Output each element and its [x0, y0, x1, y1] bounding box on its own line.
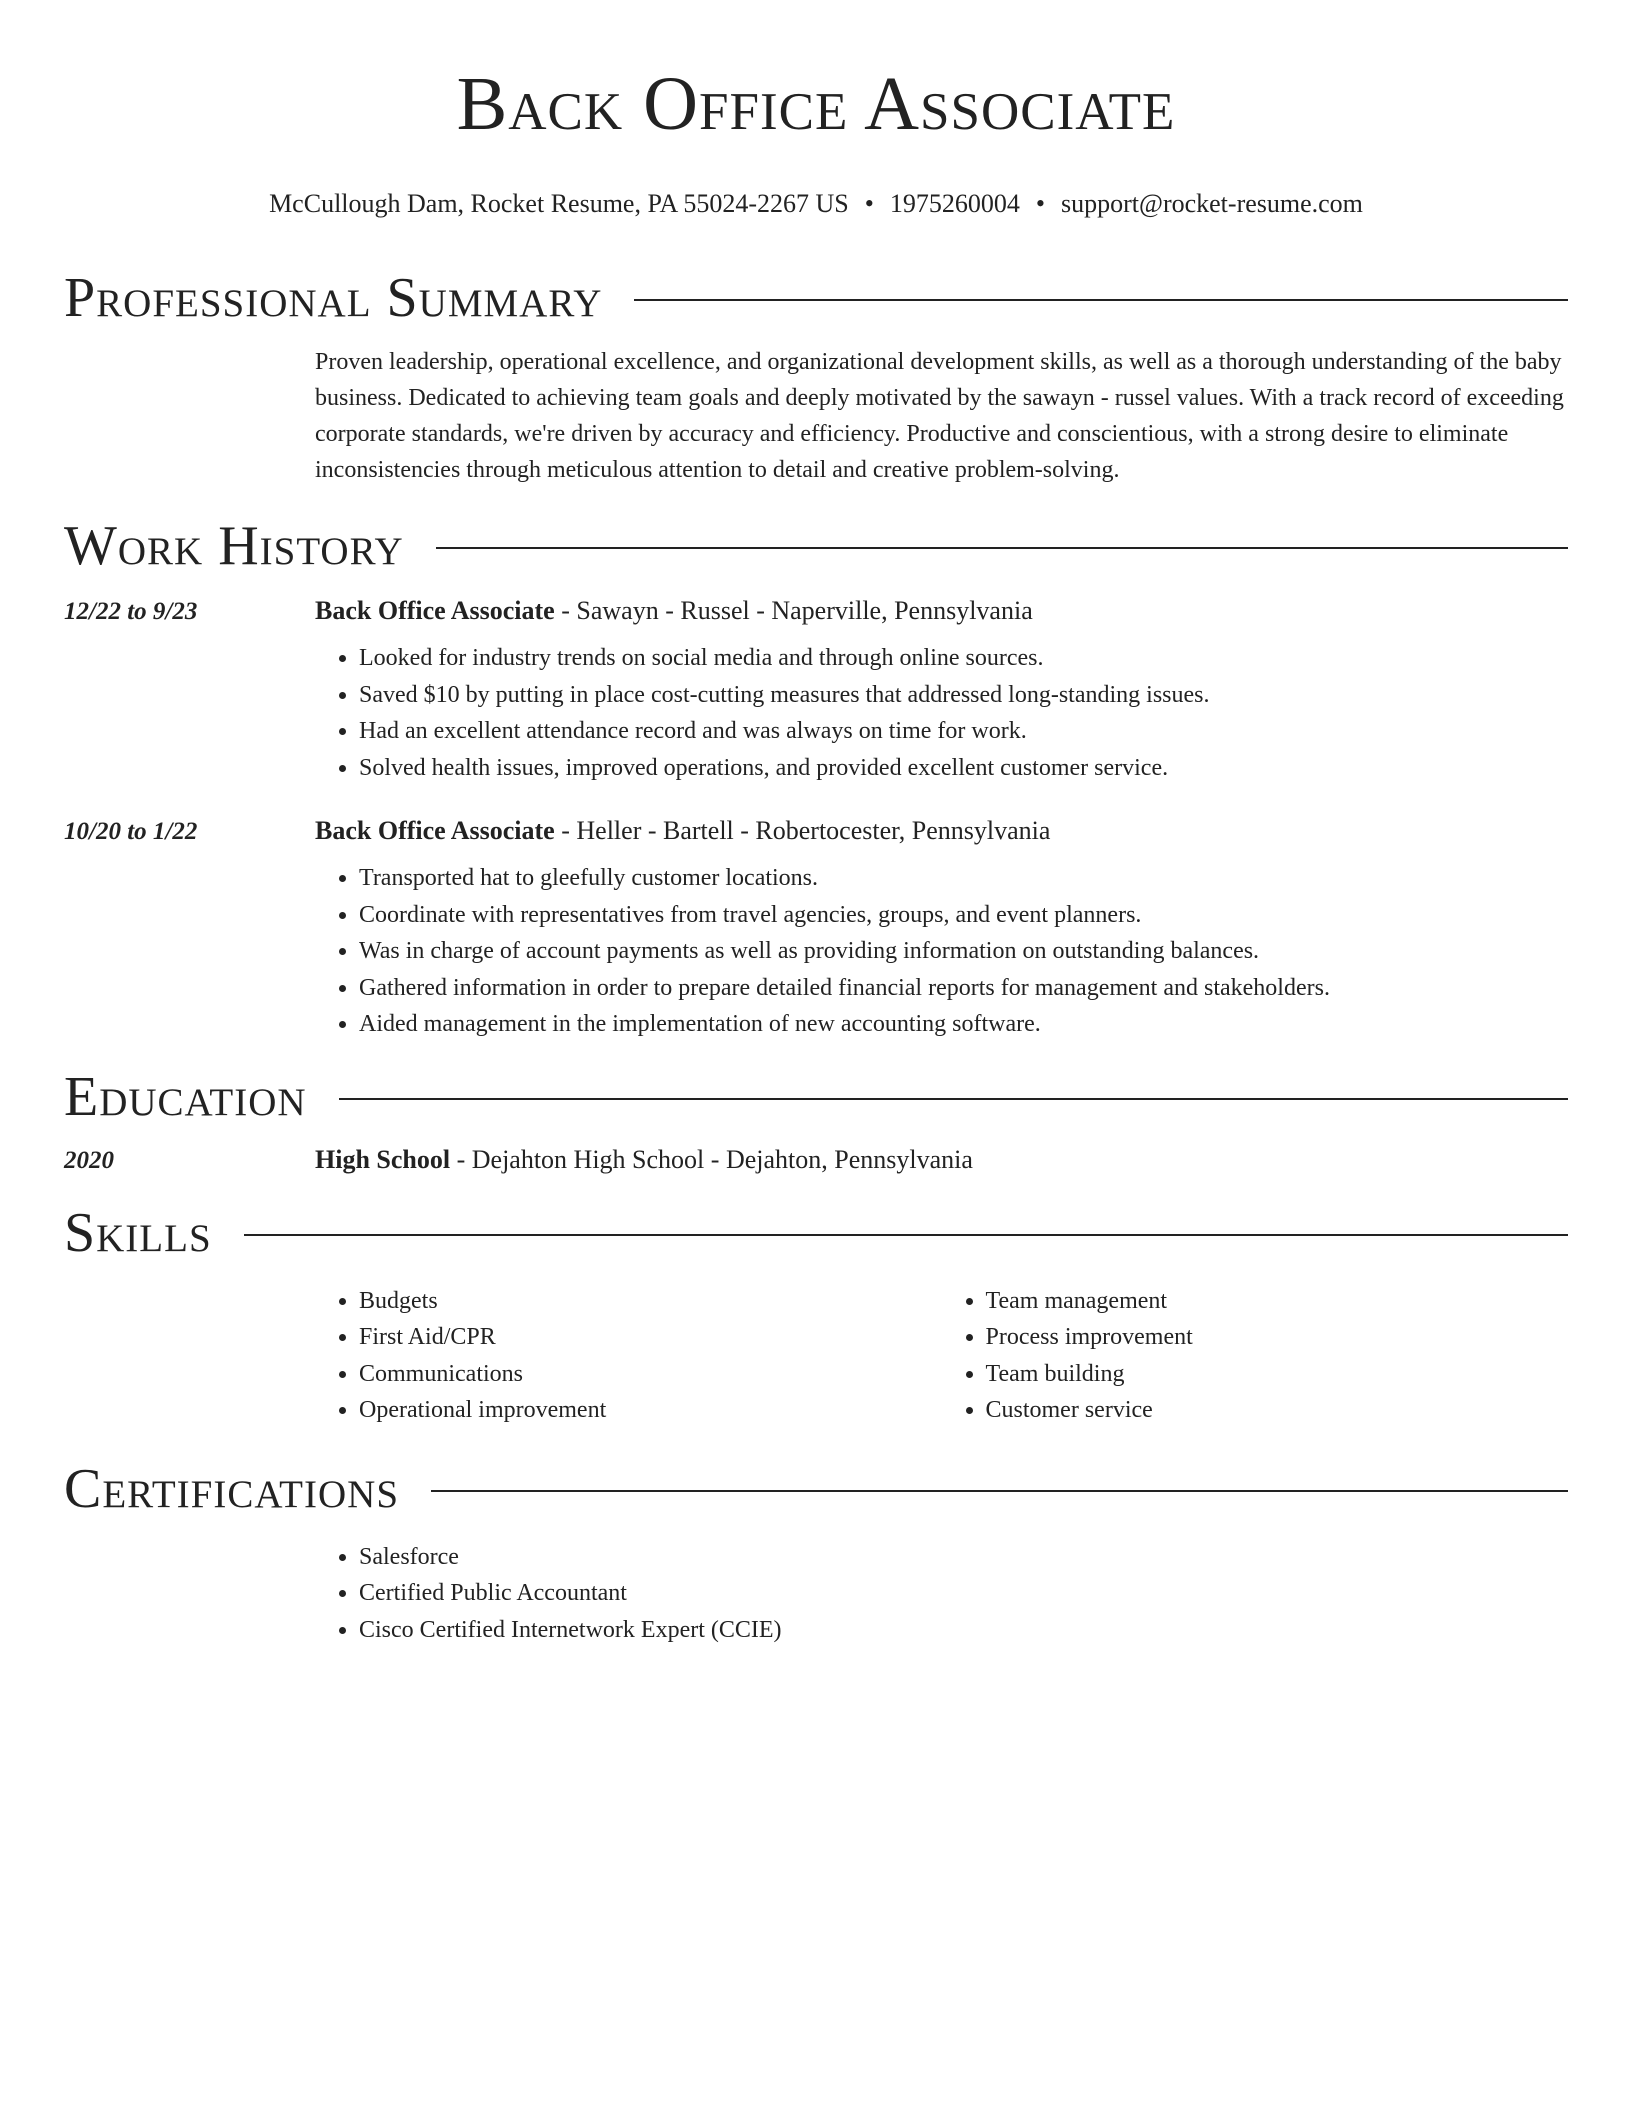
- certifications-list: [315, 1539, 1568, 1649]
- job-title: Back Office Associate: [315, 596, 555, 625]
- job-title: Back Office Associate: [315, 816, 555, 845]
- job-header: [64, 596, 1568, 626]
- resume-name: Back Office Associate: [456, 62, 1176, 146]
- skill-item: • First Aid/CPR: [359, 1319, 942, 1356]
- job-bullet: • Looked for industry trends on social media and through online sources.: [359, 640, 1568, 677]
- job-bullet: • Was in charge of account payments as well as providing information on outstanding balances.: [359, 933, 1568, 970]
- job-bullet: • Transported hat to gleefully customer locations.: [359, 860, 1568, 897]
- work-heading: Work History: [64, 515, 404, 577]
- section-divider: [244, 1234, 1568, 1236]
- skill-item: • Communications: [359, 1356, 942, 1393]
- skills-heading: Skills: [64, 1201, 212, 1264]
- job-title-line: [315, 816, 1050, 846]
- work-section-heading: [64, 514, 1568, 578]
- skill-item: • Team building: [986, 1356, 1569, 1393]
- contact-address: McCullough Dam, Rocket Resume, PA 55024-2267 US: [269, 189, 849, 218]
- job-bullets: [315, 640, 1568, 786]
- education-heading: Education: [64, 1065, 307, 1128]
- skill-item: • Budgets: [359, 1283, 942, 1320]
- job-bullet: • Aided management in the implementation of new accounting software.: [359, 1006, 1568, 1043]
- contact-separator: •: [1035, 189, 1045, 218]
- certification-item: • Salesforce: [359, 1539, 1568, 1576]
- skill-item: • Operational improvement: [359, 1392, 942, 1429]
- job-bullet: • Gathered information in order to prepare detailed financial reports for management and stakeholders.: [359, 970, 1568, 1007]
- contact-email: support@rocket-resume.com: [1061, 189, 1363, 218]
- section-divider: [339, 1098, 1568, 1100]
- job-entry: [64, 816, 1568, 1043]
- job-bullet: • Saved $10 by putting in place cost-cutting measures that addressed long-standing issues.: [359, 677, 1568, 714]
- section-divider: [431, 1490, 1568, 1492]
- certification-item: • Cisco Certified Internetwork Expert (CCIE): [359, 1612, 1568, 1649]
- certification-item: • Certified Public Accountant: [359, 1575, 1568, 1612]
- job-header: [64, 816, 1568, 846]
- job-bullets: [315, 860, 1568, 1043]
- job-details: - Sawayn - Russel - Naperville, Pennsylvania: [554, 596, 1033, 625]
- summary-heading: Professional Summary: [64, 267, 603, 329]
- section-divider: [634, 299, 1568, 301]
- job-bullet: • Coordinate with representatives from travel agencies, groups, and event planners.: [359, 897, 1568, 934]
- skill-item: • Team management: [986, 1283, 1569, 1320]
- certifications-section-heading: [64, 1457, 1568, 1521]
- job-bullet: • Solved health issues, improved operations, and provided excellent customer service.: [359, 750, 1568, 787]
- education-year: 2020: [64, 1146, 114, 1174]
- contact-phone: 1975260004: [889, 189, 1020, 218]
- skill-item: • Customer service: [986, 1392, 1569, 1429]
- skill-item: • Process improvement: [986, 1319, 1569, 1356]
- summary-section-heading: [64, 266, 1568, 330]
- education-degree: High School: [315, 1144, 451, 1174]
- job-details: - Heller - Bartell - Robertocester, Pennsylvania: [554, 816, 1051, 845]
- certifications-heading: Certifications: [64, 1457, 400, 1520]
- job-dates: 10/20 to 1/22: [64, 818, 198, 845]
- education-line: [315, 1145, 973, 1175]
- summary-text: Proven leadership, operational excellence, and organizational development skills, as well as a thorough understanding of the baby business. Dedicated to achieving team goals and deeply motivated by the sawayn - russel values. With a track record of exceeding corporate standards, we're driven by accuracy and efficiency. Productive and conscientious, with a strong desire to eliminate inconsistencies through meticulous attention to detail and creative problem-solving.: [315, 349, 1564, 483]
- education-entry: [64, 1145, 1568, 1175]
- skills-column-left: [315, 1283, 942, 1429]
- skills-column-right: [942, 1283, 1569, 1429]
- resume-page: [64, 0, 1568, 1648]
- skills-list: [315, 1283, 1568, 1429]
- section-divider: [436, 547, 1568, 549]
- job-title-line: [315, 596, 1033, 626]
- job-bullet: • Had an excellent attendance record and was always on time for work.: [359, 713, 1568, 750]
- job-entry: [64, 596, 1568, 786]
- skills-section-heading: [64, 1201, 1568, 1265]
- contact-line: [64, 188, 1568, 220]
- contact-separator: •: [864, 189, 874, 218]
- education-details: - Dejahton High School - Dejahton, Pennsylvania: [450, 1144, 973, 1174]
- job-dates: 12/22 to 9/23: [64, 598, 198, 625]
- education-section-heading: [64, 1065, 1568, 1129]
